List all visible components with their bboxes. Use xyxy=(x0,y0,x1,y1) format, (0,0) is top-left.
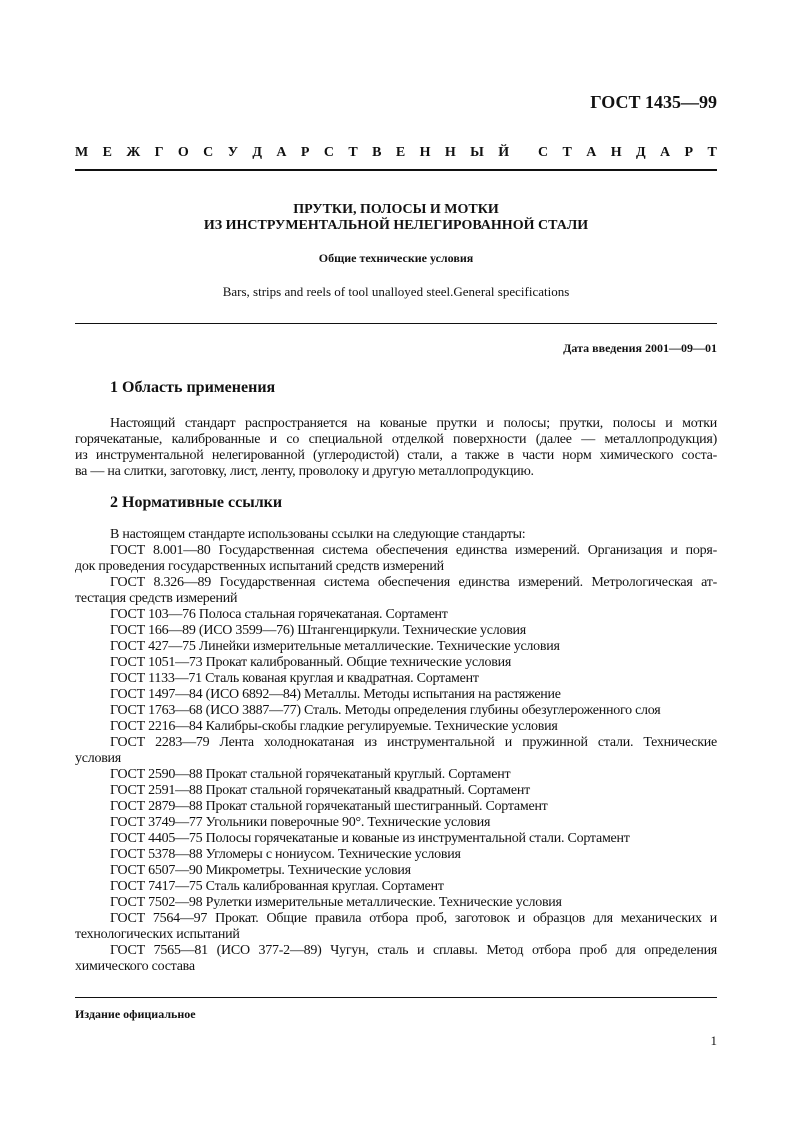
text-line: Настоящий стандарт распространяется на кованые прутки и полосы; прутки, полосы и мотки xyxy=(110,416,717,431)
text-line: горячекатаные, калиброванные и со специальной отделкой поверхности (далее — металлопродукция) xyxy=(75,432,717,447)
text-line: ГОСТ 7565—81 (ИСО 377-2—89) Чугун, сталь и сплавы. Метод отбора проб для определения xyxy=(110,943,717,958)
text-line: ГОСТ 6507—90 Микрометры. Технические условия xyxy=(110,863,411,878)
text-line: ГОСТ 5378—88 Угломеры с нониусом. Технические условия xyxy=(110,847,461,862)
text-line: ГОСТ 2879—88 Прокат стальной горячекатаный шестигранный. Сортамент xyxy=(110,799,548,814)
text-line: ва — на слитки, заготовку, лист, ленту, проволоку и другую металлопродукцию. xyxy=(75,464,534,479)
standard-type-letter: Т xyxy=(348,145,358,160)
subtitle: Общие технические условия xyxy=(318,251,474,265)
standard-type xyxy=(75,145,717,161)
section-2-body xyxy=(75,527,717,975)
standard-type-letter: Ж xyxy=(126,145,141,160)
standard-type-letter: Т xyxy=(707,145,717,160)
standard-type-letter: Р xyxy=(300,145,310,160)
section-1-body xyxy=(75,416,717,480)
standard-type-letter: Р xyxy=(684,145,694,160)
english-title: Bars, strips and reels of tool unalloyed steel.General specifications xyxy=(222,284,570,299)
standard-type-letter: М xyxy=(75,145,89,160)
text-line: ГОСТ 8.326—89 Государственная система обеспечения единства измерений. Метрологическая ат- xyxy=(110,575,717,590)
standard-type-letter: Н xyxy=(444,145,456,160)
section-1-heading: 1 Область применения xyxy=(110,379,276,396)
text-line: ГОСТ 1763—68 (ИСО 3887—77) Сталь. Методы определения глубины обезуглероженного слоя xyxy=(110,703,661,718)
standard-type-letter: У xyxy=(227,145,238,160)
text-line: док проведения государственных испытаний средств измерений xyxy=(75,559,444,574)
standard-type-letter: Д xyxy=(252,145,262,160)
standard-type-letter: О xyxy=(177,145,189,160)
standard-type-letter: Д xyxy=(636,145,646,160)
standard-type-letter: А xyxy=(660,145,671,160)
effective-date: Дата введения 2001—09—01 xyxy=(563,341,717,355)
divider xyxy=(75,997,717,998)
text-line: ГОСТ 2216—84 Калибры-скобы гладкие регулируемые. Технические условия xyxy=(110,719,558,734)
text-line: ГОСТ 103—76 Полоса стальная горячекатаная. Сортамент xyxy=(110,607,448,622)
text-line: ГОСТ 2591—88 Прокат стальной горячекатаный квадратный. Сортамент xyxy=(110,783,530,798)
text-line: ГОСТ 2283—79 Лента холоднокатаная из инструментальной и пружинной стали. Технические xyxy=(110,735,717,750)
standard-type-letter: Н xyxy=(419,145,431,160)
standard-type-letter: А xyxy=(276,145,287,160)
standard-type-letter: С xyxy=(537,145,549,160)
standard-type-letter: А xyxy=(586,145,597,160)
edition-label: Издание официальное xyxy=(75,1007,196,1021)
standard-type-letter: Й xyxy=(498,145,510,160)
text-line: химического состава xyxy=(75,959,195,974)
text-line: ГОСТ 3749—77 Угольники поверочные 90°. Технические условия xyxy=(110,815,491,830)
text-line: тестация средств измерений xyxy=(75,591,238,606)
text-line: ГОСТ 7417—75 Сталь калиброванная круглая. Сортамент xyxy=(110,879,444,894)
divider xyxy=(75,169,717,171)
standard-type-letter: С xyxy=(203,145,214,160)
text-line: ГОСТ 427—75 Линейки измерительные металлические. Технические условия xyxy=(110,639,560,654)
text-line: В настоящем стандарте использованы ссылки на следующие стандарты: xyxy=(110,527,526,542)
standard-type-letter: Г xyxy=(154,145,164,160)
section-2-heading: 2 Нормативные ссылки xyxy=(110,494,283,511)
title-line-1: ПРУТКИ, ПОЛОСЫ И МОТКИ xyxy=(293,202,499,217)
text-line: ГОСТ 2590—88 Прокат стальной горячекатаный круглый. Сортамент xyxy=(110,767,511,782)
text-line: ГОСТ 1133—71 Сталь кованая круглая и квадратная. Сортамент xyxy=(110,671,479,686)
text-line: ГОСТ 8.001—80 Государственная система обеспечения единства измерений. Организация и поря- xyxy=(110,543,717,558)
standard-type-letter: В xyxy=(372,145,382,160)
text-line: ГОСТ 166—89 (ИСО 3599—76) Штангенциркули. Технические условия xyxy=(110,623,526,638)
text-line: ГОСТ 4405—75 Полосы горячекатаные и кованые из инструментальной стали. Сортамент xyxy=(110,831,630,846)
divider xyxy=(75,323,717,324)
page-number: 1 xyxy=(710,1033,717,1048)
text-line: ГОСТ 1497—84 (ИСО 6892—84) Металлы. Методы испытания на растяжение xyxy=(110,687,561,702)
standard-type-letter: С xyxy=(323,145,334,160)
text-line: условия xyxy=(75,751,121,766)
gost-number: ГОСТ 1435—99 xyxy=(590,92,717,112)
standard-type-letter: Е xyxy=(395,145,406,160)
text-line: ГОСТ 7564—97 Прокат. Общие правила отбора проб, заготовок и образцов для механических и xyxy=(110,911,717,926)
standard-type-letter: Ы xyxy=(470,145,484,160)
title-line-2: ИЗ ИНСТРУМЕНТАЛЬНОЙ НЕЛЕГИРОВАННОЙ СТАЛИ xyxy=(203,218,589,233)
standard-type-letter: Н xyxy=(610,145,622,160)
text-line: ГОСТ 7502—98 Рулетки измерительные металлические. Технические условия xyxy=(110,895,562,910)
standard-type-letter: Т xyxy=(562,145,572,160)
standard-type-letter: Е xyxy=(102,145,112,160)
text-line: ГОСТ 1051—73 Прокат калиброванный. Общие технические условия xyxy=(110,655,512,670)
text-line: технологических испытаний xyxy=(75,927,240,942)
text-line: из инструментальной нелегированной (углеродистой) стали, а также в части норм химического соста- xyxy=(75,448,717,463)
